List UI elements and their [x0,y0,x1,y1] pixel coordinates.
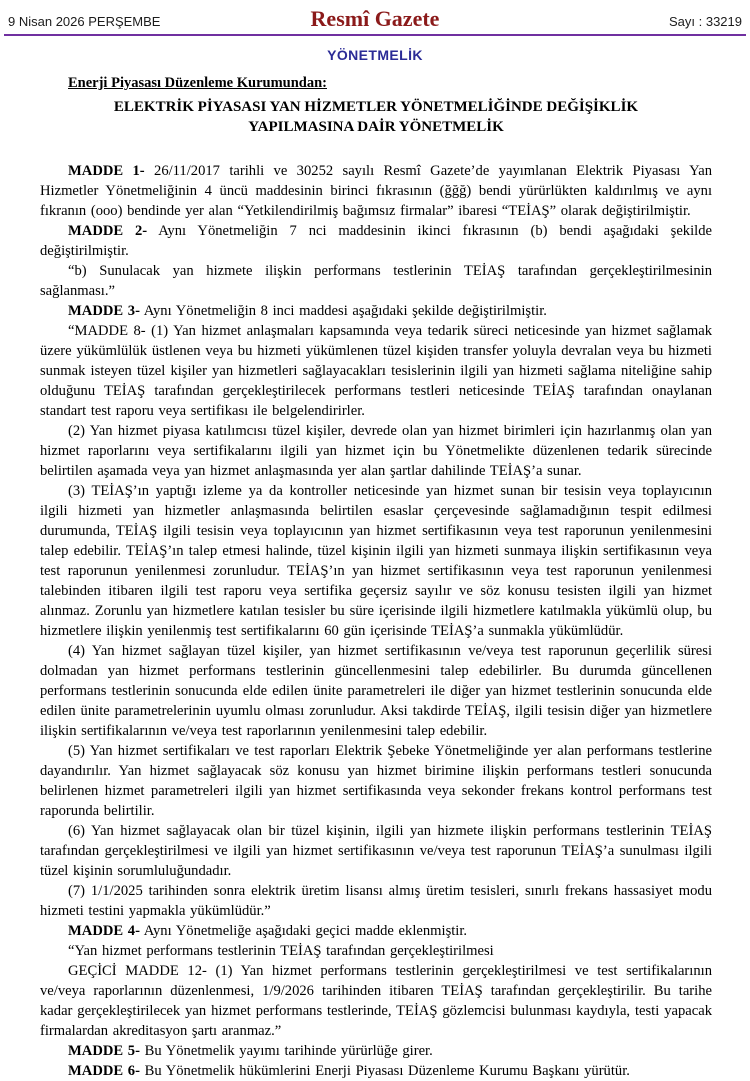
regulation-title [40,97,712,137]
paragraph: MADDE 3- Aynı Yönetmeliğin 8 inci maddesi aşağıdaki şekilde değiştirilmiştir. [68,303,547,319]
paragraph: MADDE 1- 26/11/2017 tarihli ve 30252 sayılı Resmî Gazete’de yayımlanan Elektrik Piyasası Yan Hizmetler Yönetmeliğinin 4 üncü maddesinin birinci fıkrasının (ğğğ) bendi yürürlükten kaldırılmış ve aynı fıkranın (ooo) bendinde yer alan “Yetkilendirilmiş bağımsız firmalar” ibaresi “TEİAŞ” olarak değiştirilmiştir. [40,163,712,219]
paragraph: (5) Yan hizmet sertifikaları ve test raporları Elektrik Şebeke Yönetmeliğinde yer alan performans testlerine dayandırılır. Yan hizmet sağlayacak söz konusu yan hizmet birimine ilişkin performans testleri sonucunda belirlenen hizmet parametreleri ilgili yan hizmet sertifikasında veya sekonder frekans kontrol performans test raporunda belirtilir. [40,743,712,819]
paragraph: MADDE 4- Aynı Yönetmeliğe aşağıdaki geçici madde eklenmiştir. [68,923,468,939]
article-number: MADDE 5- [68,1043,140,1059]
gazette-issue-number: Sayı : 33219 [669,14,742,29]
regulation-document [0,75,750,1081]
section-label: YÖNETMELİK [327,47,423,63]
paragraph: “b) Sunulacak yan hizmete ilişkin performans testlerinin TEİAŞ tarafından gerçekleştirilmesinin sağlanması.” [40,263,712,299]
regulation-title-line1: ELEKTRİK PİYASASI YAN HİZMETLER YÖNETMELİĞİNDE DEĞİŞİKLİK [113,99,639,115]
article-number: MADDE 1- [68,163,145,179]
regulation-title-line2: YAPILMASINA DAİR YÖNETMELİK [248,119,504,135]
article-number: MADDE 4- [68,923,140,939]
paragraph: (7) 1/1/2025 tarihinden sonra elektrik üretim lisansı almış üretim tesisleri, sınırlı frekans hassasiyet modu hizmeti testini yapmakla yükümlüdür.” [40,883,712,919]
paragraph: GEÇİCİ MADDE 12- (1) Yan hizmet performans testlerinin gerçekleştirilmesi ve test sertifikalarının ve/veya raporlarının düzenlenmesi, 1/9/2026 tarihinden itibaren TEİAŞ tarafından gerçekleştirilir. Bu tarihe kadar gerçekleştirilecek yan hizmet performans testlerinde, TEİAŞ gözlemcisi bulunması kaydıyla, testi yapacak firmalardan akreditasyon şartı aranmaz.” [40,963,712,1039]
paragraph: MADDE 5- Bu Yönetmelik yayımı tarihinde yürürlüğe girer. [68,1043,433,1059]
article-number: MADDE 3- [68,303,140,319]
masthead-divider [4,34,746,36]
gazette-title: Resmî Gazete [310,6,440,31]
paragraph: “MADDE 8- (1) Yan hizmet anlaşmaları kapsamında veya tedarik süreci neticesinde yan hizmet sağlamak üzere yükümlülük üstlenen veya bu hizmeti yükümlenen tüzel kişiden transfer yoluyla devralan veya bu hizmeti sunmak isteyen tüzel kişiler yan hizmetleri sağlayacakları tesislerinin ilgili yan hizmeti sağlama niteliğine sahip olduğunu TEİAŞ tarafından gerçekleştirilecek performans testleri neticesinde TEİAŞ tarafından onaylanan standart test raporu veya sertifikası ile belgelendirirler. [40,323,712,419]
document-body [40,161,712,1081]
article-number: MADDE 2- [68,223,148,239]
article-number: MADDE 6- [68,1063,140,1079]
paragraph: (2) Yan hizmet piyasa katılımcısı tüzel kişiler, devrede olan yan hizmet birimleri için hazırlanmış olan yan hizmet raporlarını veya sertifikalarını ilgili yan hizmet için bu Yönetmelikte düzenlenen tedarik sürecinde belirtilen aşamada veya yan hizmet anlaşmasında yer alan şartlar dahilinde TEİAŞ’a sunar. [40,423,712,479]
paragraph: MADDE 6- Bu Yönetmelik hükümlerini Enerji Piyasası Düzenleme Kurumu Başkanı yürütür. [68,1063,630,1079]
gazette-masthead [0,0,750,34]
gazette-date: 9 Nisan 2026 PERŞEMBE [8,14,161,29]
paragraph: MADDE 2- Aynı Yönetmeliğin 7 nci maddesinin ikinci fıkrasının (b) bendi aşağıdaki şekilde değiştirilmiştir. [40,223,712,259]
paragraph: “Yan hizmet performans testlerinin TEİAŞ tarafından gerçekleştirilmesi [68,943,494,959]
paragraph: (4) Yan hizmet sağlayan tüzel kişiler, yan hizmet sertifikasının ve/veya test raporunun geçerlilik süresi dolmadan yan hizmet performans testlerinin güncellenmesini talep edebilirler. Bu durumda güncellenen performans testlerinin sonucunda elde edilen ünite parametreleri ile diğer yan hizmet testlerinin sonucunda elde edilen ünite parametrelerinin uyumlu olması zorunludur. Aksi takdirde TEİAŞ, ilgili tesisin diğer yan hizmetlere ilişkin sertifikalarının ve/veya test raporlarının yenilenmesini talep edebilir. [40,643,712,739]
issuing-authority: Enerji Piyasası Düzenleme Kurumundan: [68,75,327,91]
paragraph: (3) TEİAŞ’ın yaptığı izleme ya da kontroller neticesinde yan hizmet sunan bir tesisin veya toplayıcının ilgili hizmeti yan hizmetler anlaşmasında belirtilen esaslar çerçevesinde sağlamadığının tespit edilmesi durumunda, TEİAŞ ilgili tesisin veya toplayıcının yan hizmet sertifikasının veya test raporunun yenilenmesini talep edebilir. TEİAŞ’ın talep etmesi halinde, tüzel kişinin ilgili yan hizmeti sunmaya ilişkin sertifikasının veya test raporunun yenilenmesi zorunludur. TEİAŞ’ın yan hizmet sertifikasının veya test raporunun yenilenmesi talebinden itibaren ilgili test raporu veya sertifika geçersiz sayılır ve söz konusu tesisten ilgili yan hizmet alınmaz. Zorunlu yan hizmetlere katılan tesisler bu süre içerisinde ilgili hizmetlere katılmakla yükümlü olup, bu hizmetlere ilişkin yenilenmiş test sertifikalarını 60 gün içerisinde TEİAŞ’a sunmakla yükümlüdür. [40,483,712,639]
paragraph: (6) Yan hizmet sağlayacak olan bir tüzel kişinin, ilgili yan hizmete ilişkin performans testlerinin TEİAŞ tarafından gerçekleştirilmesi ve ilgili yan hizmet sertifikasının ve/veya test raporunun TEİAŞ’a sunulması ilgili tüzel kişinin sorumluluğundadır. [40,823,712,879]
